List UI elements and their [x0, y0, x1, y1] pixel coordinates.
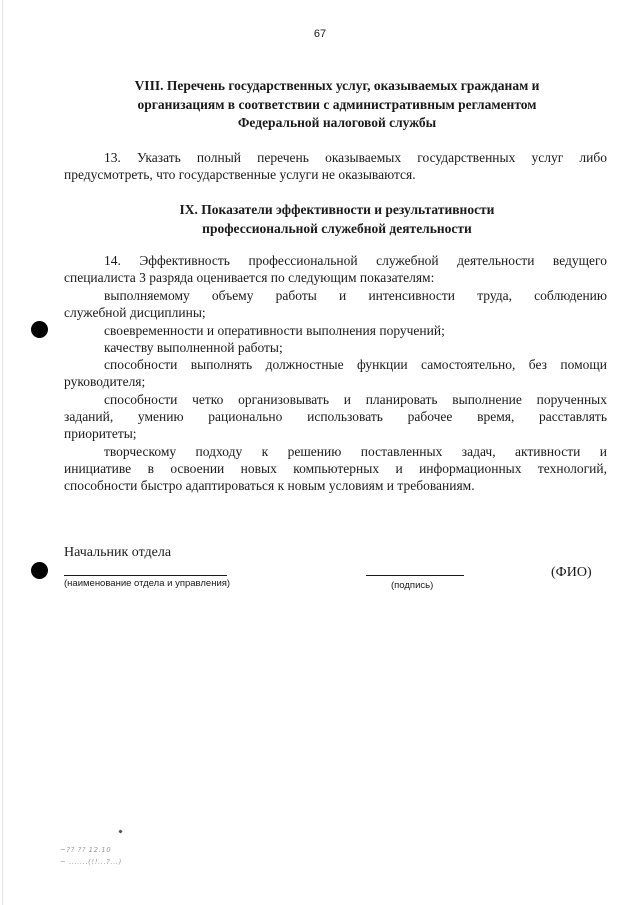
- footer-mark: ~ .......(!!...?...): [60, 858, 122, 866]
- binder-hole-mark: [31, 321, 48, 338]
- page-number: 67: [313, 28, 327, 40]
- heading-line: VIII. Перечень государственных услуг, оказываемых гражданам и: [134, 78, 540, 93]
- paragraph-14-line: специалиста 3 разряда оценивается по следующим показателям:: [64, 270, 435, 285]
- signature-title: Начальник отдела: [64, 545, 172, 560]
- section-9-heading: [64, 201, 610, 238]
- heading-line: Федеральной налоговой службы: [237, 115, 437, 130]
- heading-line: IX. Показатели эффективности и результативности: [179, 202, 495, 217]
- paragraph-14-line: 14. Эффективность профессиональной служебной деятельности ведущего: [104, 253, 607, 268]
- signature-caption: (подпись): [391, 580, 434, 591]
- paragraph-14-line: заданий, умению рационально использовать рабочее время, расставлять: [64, 409, 607, 424]
- paragraph-14-line: способности быстро адаптироваться к новым условиям и требованиям.: [64, 478, 475, 493]
- dept-signature-line: [64, 575, 227, 576]
- paragraph-14-line: приоритеты;: [64, 426, 137, 441]
- paragraph-14-line: инициативе в освоении новых компьютерных и информационных технологий,: [64, 461, 607, 476]
- scan-edge: [2, 0, 3, 905]
- paragraph-14-line: служебной дисциплины;: [64, 305, 206, 320]
- paragraph-14-line: качеству выполненной работы;: [104, 340, 283, 355]
- paragraph-14-line: творческому подходу к решению поставленных задач, активности и: [104, 444, 607, 459]
- paragraph-14-line: выполняемому объему работы и интенсивности труда, соблюдению: [104, 288, 607, 303]
- heading-line: профессиональной служебной деятельности: [202, 220, 472, 236]
- paragraph-13-line: предусмотреть, что государственные услуги не оказываются.: [64, 167, 416, 182]
- paragraph-14-line: руководителя;: [64, 374, 146, 389]
- binder-hole-mark: [31, 562, 48, 579]
- heading-line: организациям в соответствии с административным регламентом: [137, 96, 537, 112]
- dept-caption: (наименование отдела и управления): [64, 578, 231, 589]
- paragraph-14-line: способности выполнять должностные функции самостоятельно, без помощи: [104, 357, 607, 372]
- scan-speck: [118, 829, 122, 833]
- footer-mark: ~?? ?? 12.10: [60, 846, 112, 854]
- paragraph-14-line: своевременности и оперативности выполнения поручений;: [104, 323, 445, 338]
- paragraph-13-line: 13. Указать полный перечень оказываемых государственных услуг либо: [104, 150, 607, 165]
- fio-label: (ФИО): [551, 565, 592, 580]
- paragraph-14-line: способности четко организовывать и планировать выполнение порученных: [104, 392, 607, 407]
- section-8-heading: [64, 77, 610, 133]
- signature-line: [366, 575, 464, 576]
